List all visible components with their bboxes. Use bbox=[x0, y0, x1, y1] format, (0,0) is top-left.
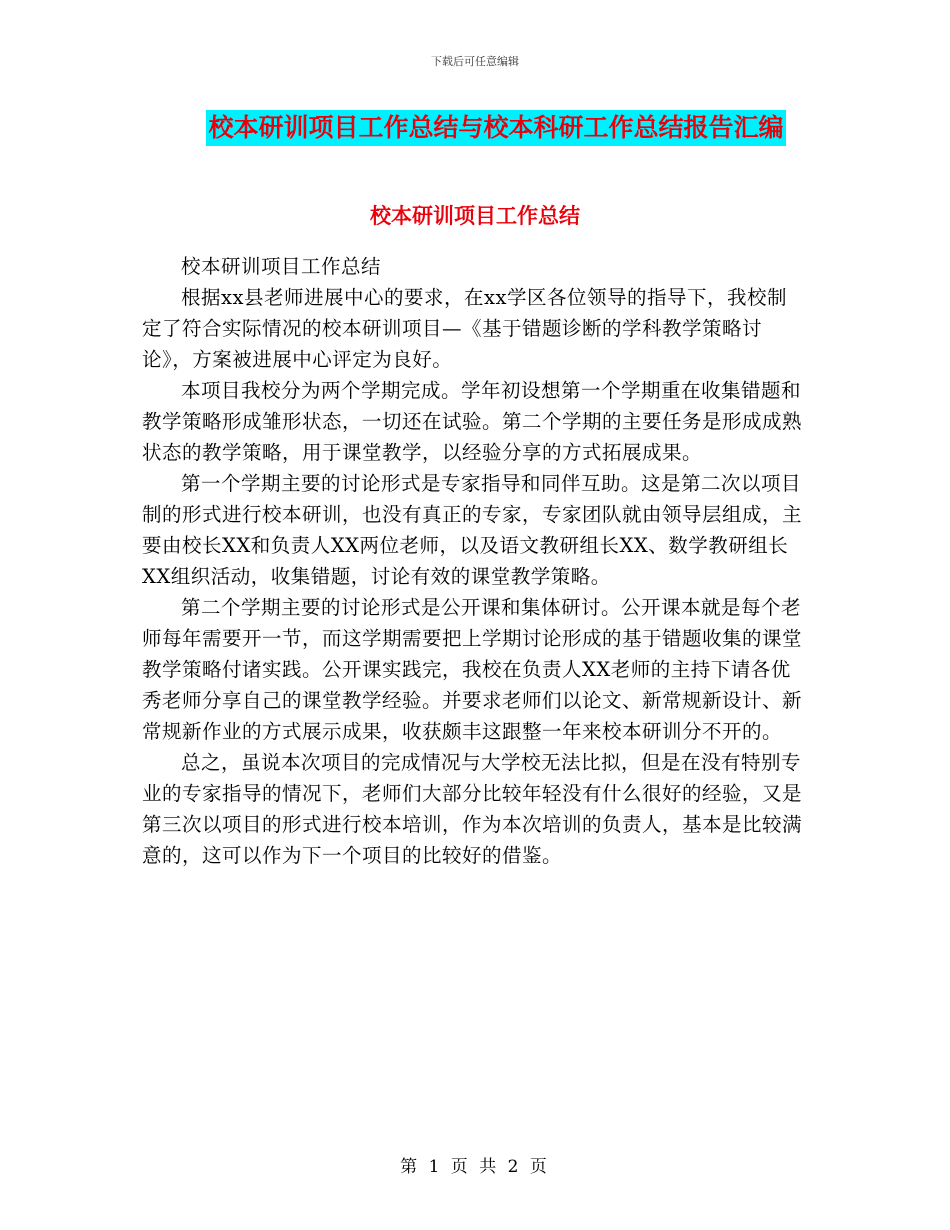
paragraph: 本项目我校分为两个学期完成。学年初设想第一个学期重在收集错题和教学策略形成雏形状态，一切还在试验。第二个学期的主要任务是形成成熟状态的教学策略，用于课堂教学，以经验分享的方式拓展成果。 bbox=[142, 379, 803, 464]
paragraph: 第一个学期主要的讨论形式是专家指导和同伴互助。这是第二次以项目制的形式进行校本研训，也没有真正的专家，专家团队就由领导层组成，主要由校长XX和负责人XX两位老师，以及语文教研组长XX、数学教研组长XX组织活动，收集错题，讨论有效的课堂教学策略。 bbox=[142, 472, 803, 588]
page-header-note: 下载后可任意编辑 bbox=[431, 55, 519, 68]
paragraph: 第二个学期主要的讨论形式是公开课和集体研讨。公开课本就是每个老师每年需要开一节，而这学期需要把上学期讨论形成的基于错题收集的课堂教学策略付诸实践。公开课实践完，我校在负责人XX老师的主持下请各优秀老师分享自己的课堂教学经验。并要求老师们以论文、新常规新设计、新常规新作业的方式展示成果，收获颇丰这跟整一年来校本研训分不开的。 bbox=[142, 596, 803, 743]
paragraph: 校本研训项目工作总结 bbox=[181, 255, 382, 278]
main-title-container bbox=[0, 110, 950, 146]
document-body bbox=[142, 251, 802, 871]
main-title: 校本研训项目工作总结与校本科研工作总结报告汇编 bbox=[206, 110, 785, 146]
page-footer-pagination: 第 1 页 共 2 页 bbox=[400, 1157, 550, 1177]
paragraph: 根据xx县老师进展中心的要求，在xx学区各位领导的指导下，我校制定了符合实际情况的校本研训项目—《基于错题诊断的学科教学策略讨论》，方案被进展中心评定为良好。 bbox=[142, 286, 787, 371]
section-title: 校本研训项目工作总结 bbox=[370, 204, 580, 228]
paragraph: 总之，虽说本次项目的完成情况与大学校无法比拟，但是在没有特别专业的专家指导的情况下，老师们大部分比较年轻没有什么很好的经验，又是第三次以项目的形式进行校本培训，作为本次培训的负责人，基本是比较满意的，这可以作为下一个项目的比较好的借鉴。 bbox=[142, 751, 803, 867]
